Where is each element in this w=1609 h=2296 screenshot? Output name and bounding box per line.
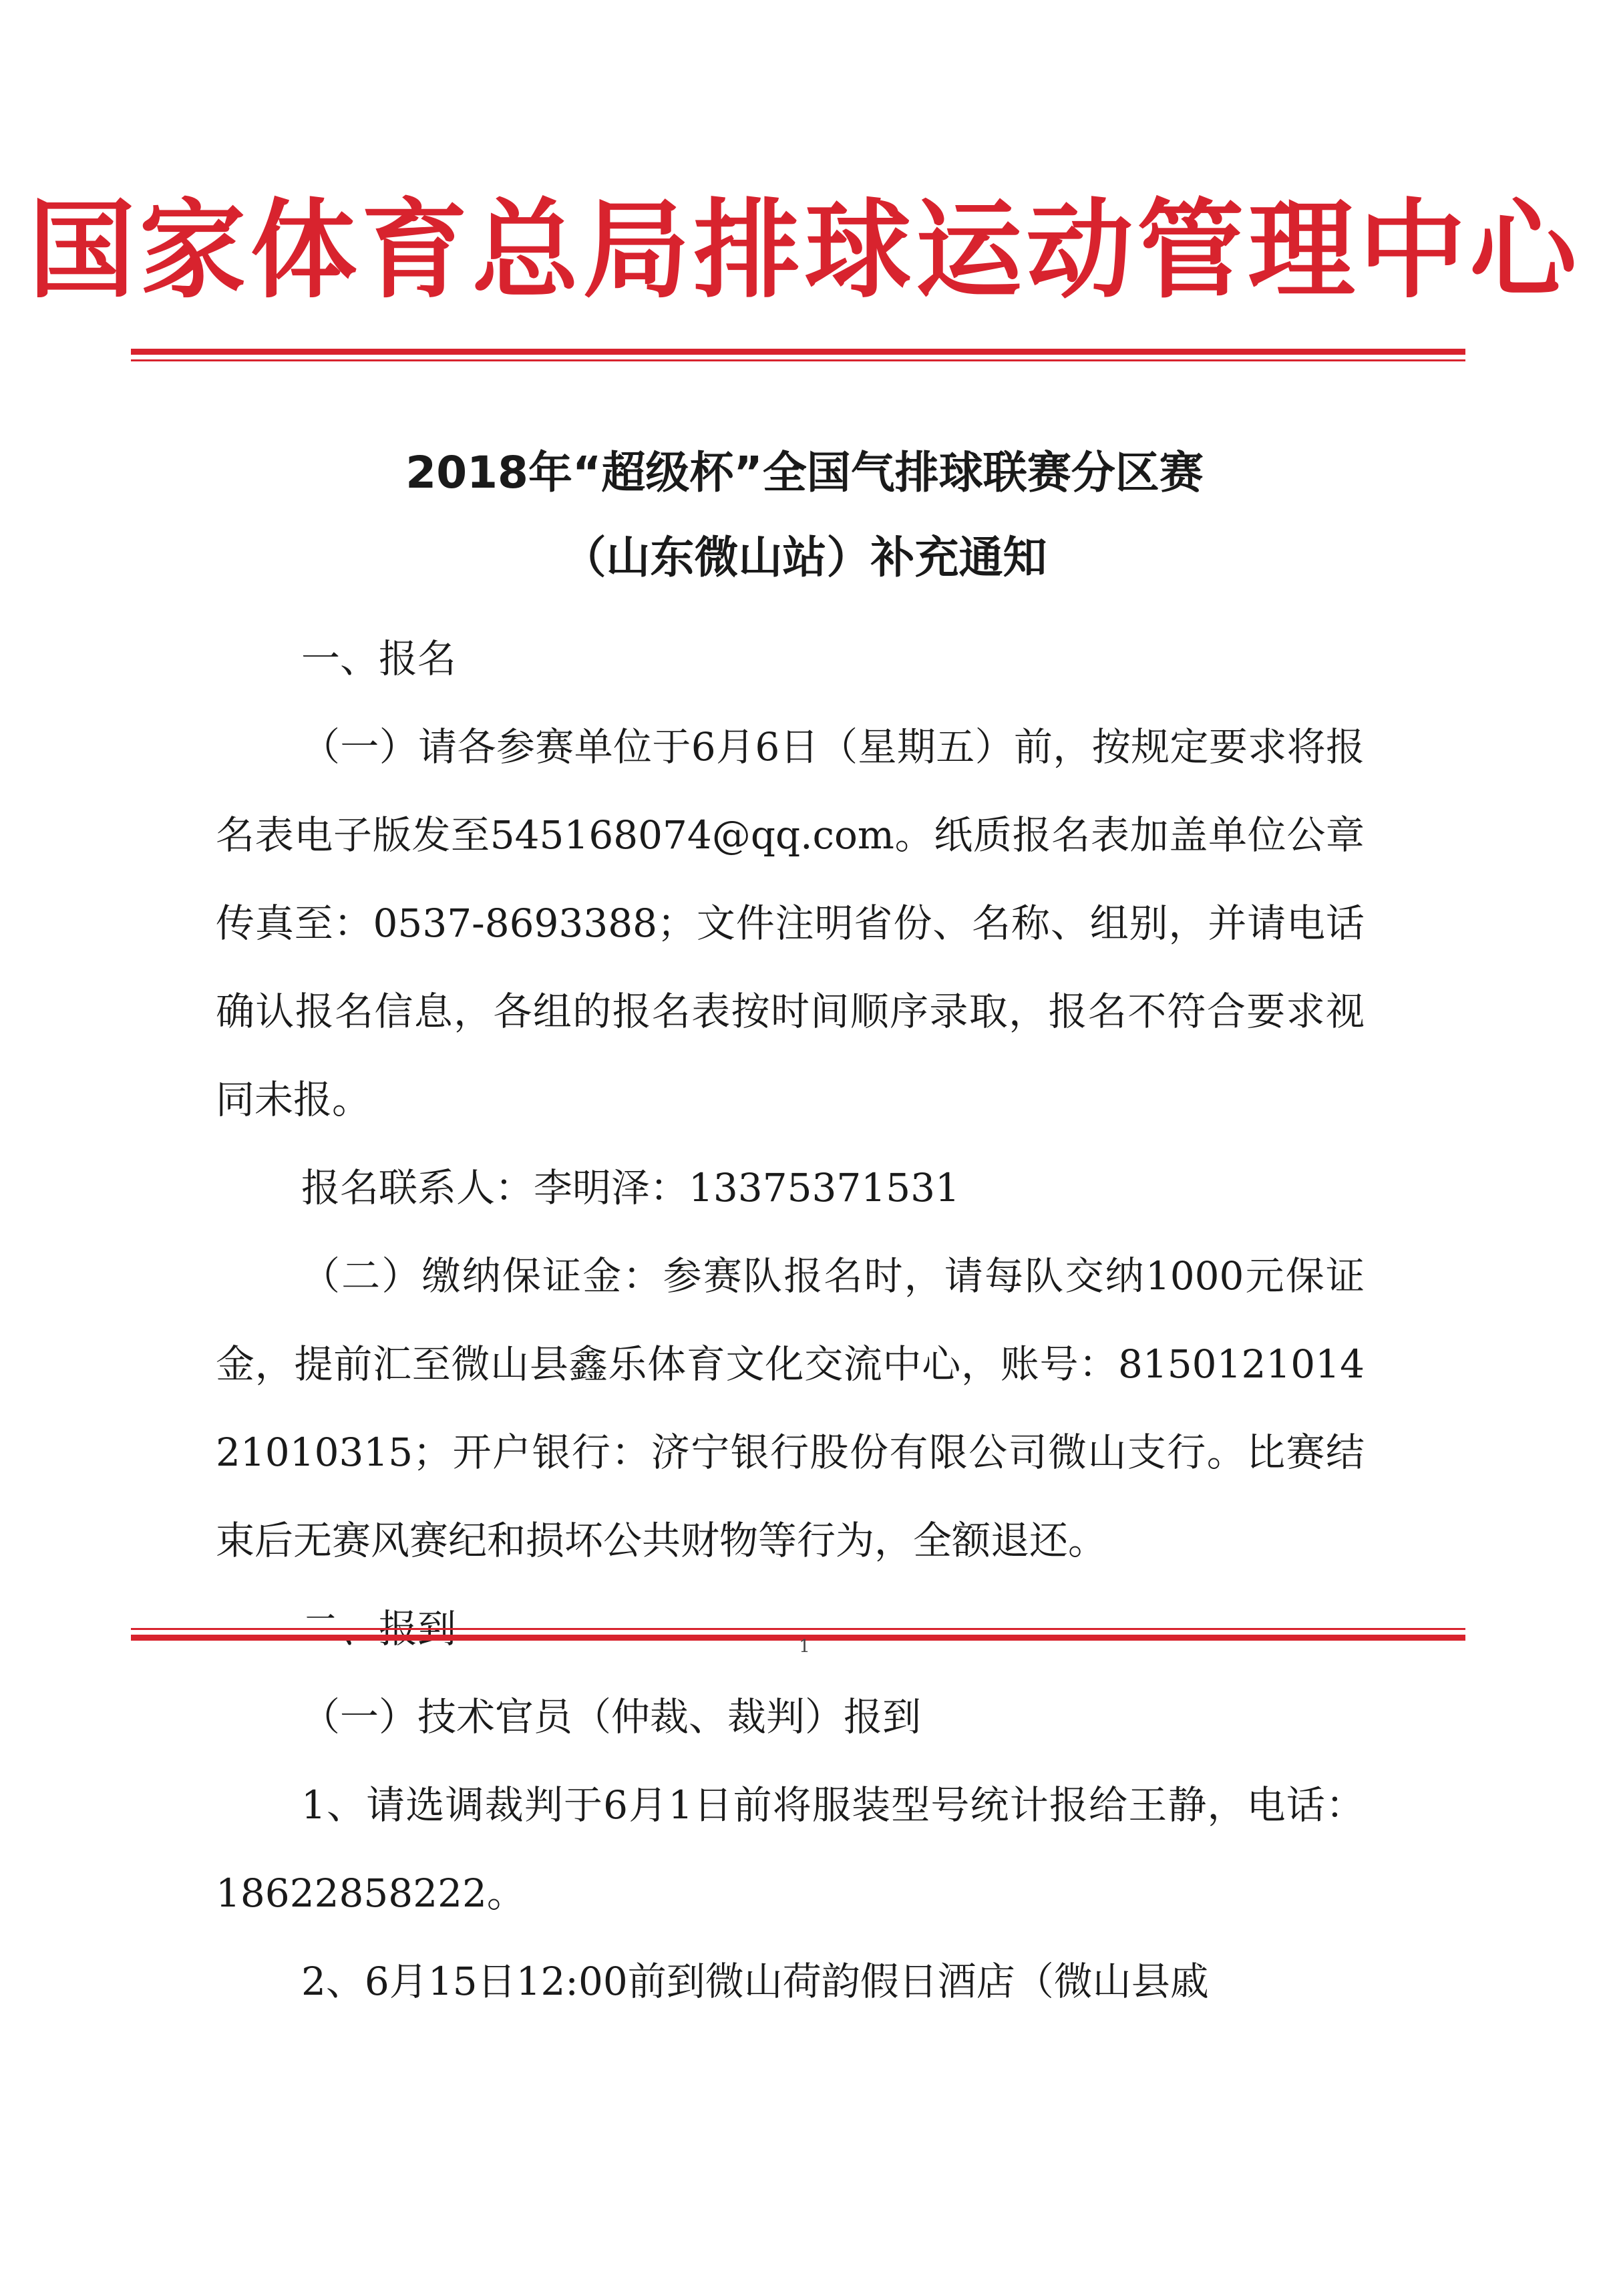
- paragraph-registration-contact: 报名联系人：李明泽：13375371531: [301, 1165, 960, 1210]
- letterhead-org-name: 国家体育总局排球运动管理中心: [28, 188, 1581, 313]
- paragraph-officials-check-in: （一）技术官员（仲裁、裁判）报到: [301, 1694, 922, 1740]
- paragraph-referee-uniform: 1、请选调裁判于6月1日前将服装型号统计报给王静，电话：18622858222。: [216, 1782, 1365, 1916]
- document-title-line2: （山东微山站）补充通知: [562, 532, 1047, 583]
- paragraph-hotel-arrival: 2、6月15日12:00前到微山荷韵假日酒店（微山县戚: [301, 1959, 1209, 2004]
- page-number: 1: [799, 1637, 810, 1657]
- paragraph-registration-deadline: （一）请各参赛单位于6月6日（星期五）前，按规定要求将报名表电子版发至545168074@qq.com。纸质报名表加盖单位公章传真至：0537-8693388；文件注明省份、名称、组别，并请电话确认报名信息，各组的报名表按时间顺序录取，报名不符合要求视同未报。: [216, 724, 1365, 1122]
- letterhead-red-rule: [131, 349, 1465, 361]
- paragraph-deposit: （二）缴纳保证金：参赛队报名时，请每队交纳1000元保证金，提前汇至微山县鑫乐体育文化交流中心，账号：815012101421010315；开户银行：济宁银行股份有限公司微山支行。比赛结束后无赛风赛纪和损坏公共财物等行为，全额退还。: [216, 1253, 1365, 1563]
- section-heading-registration: 一、报名: [301, 636, 457, 681]
- document-body: [216, 615, 1365, 2025]
- document-title-line1: 2018年“超级杯”全国气排球联赛分区赛: [405, 447, 1204, 498]
